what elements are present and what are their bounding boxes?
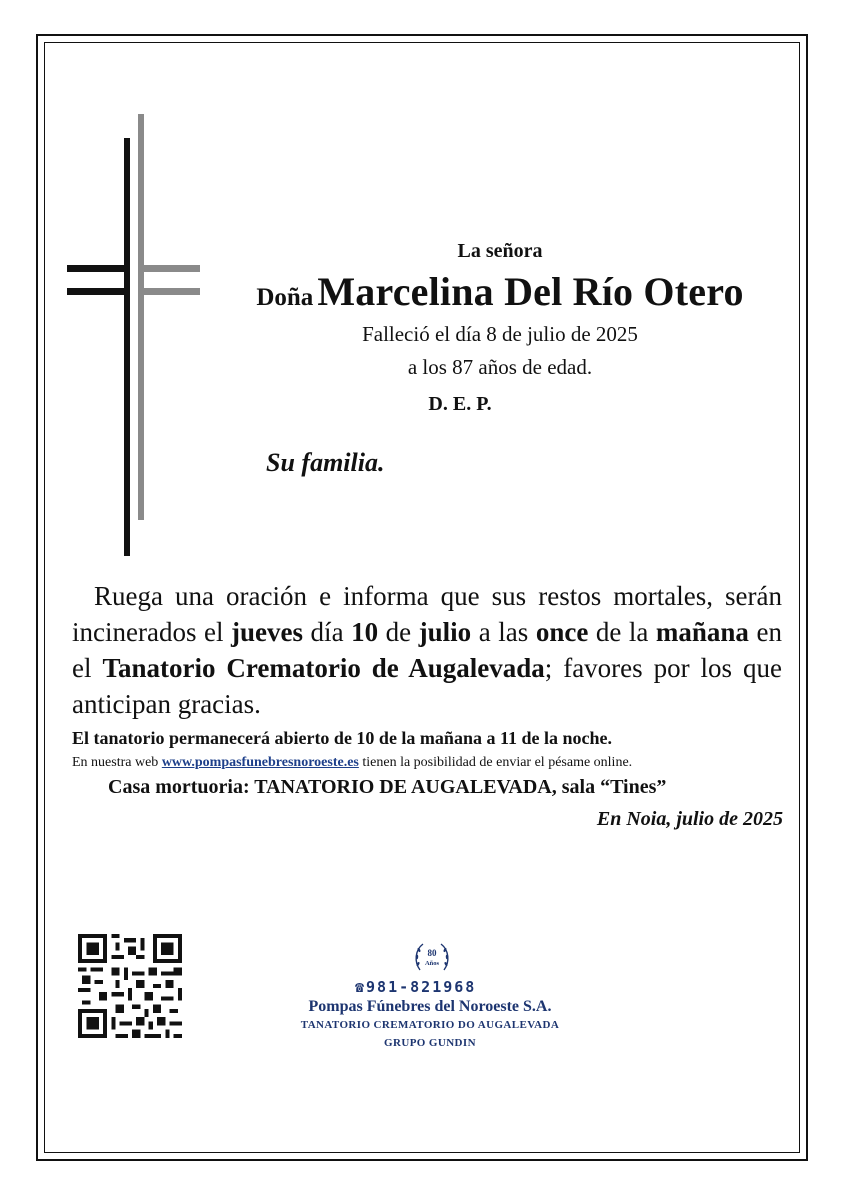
cross-black-horizontal-top [67,265,130,272]
deceased-name-line [200,268,800,315]
web-condolence-note: En nuestra web www.pompasfunebresnoroeste.es tienen la posibilidad de enviar el pésame online. [72,755,633,770]
announcement-paragraph: Ruega una oración e informa que sus restos mortales, serán incinerados el jueves día 10 de julio a las once de la mañana en el Tanatorio Crematorio de Augalevada; favores por los que anticipan gracias. [72,581,782,719]
place-and-date: En Noia, julio de 2025 [596,808,783,830]
funeral-home: Casa mortuoria: TANATORIO DE AUGALEVADA, sala “Tines” [108,776,667,798]
cross-black-vertical [124,138,130,556]
name-prefix: Doña [256,284,314,311]
qr-code[interactable] [78,934,182,1038]
company-name: Pompas Fúnebres del Noroeste S.A. [308,998,552,1015]
family-signature: Su familia. [266,448,385,477]
phone-icon: ☎ [355,978,367,996]
opening-hours: El tanatorio permanecerá abierto de 10 de la mañana a 11 de la noche. [72,728,612,748]
death-date: Falleció el día 8 de julio de 2025 [362,322,638,346]
group-name: GRUPO GUNDIN [384,1037,476,1049]
cross-black-horizontal-bottom [67,288,130,295]
age-text: a los 87 años de edad. [407,355,593,379]
seal-label: Años [424,960,440,967]
rip-text: D. E. P. [428,393,492,415]
intro-text: La señora [457,240,543,262]
seal-number: 80 [427,948,437,958]
cross-gray-vertical [138,114,144,520]
crematorium-name: TANATORIO CREMATORIO DO AUGALEVADA [300,1019,560,1031]
cross-gray-horizontal-top [138,265,200,272]
phone-number: ☎981-821968 [355,978,477,996]
cross-gray-horizontal-bottom [138,288,200,295]
deceased-name: Marcelina Del Río Otero [317,269,744,314]
website-link[interactable]: www.pompasfunebresnoroeste.es [161,755,359,770]
anniversary-seal-icon [412,938,452,978]
